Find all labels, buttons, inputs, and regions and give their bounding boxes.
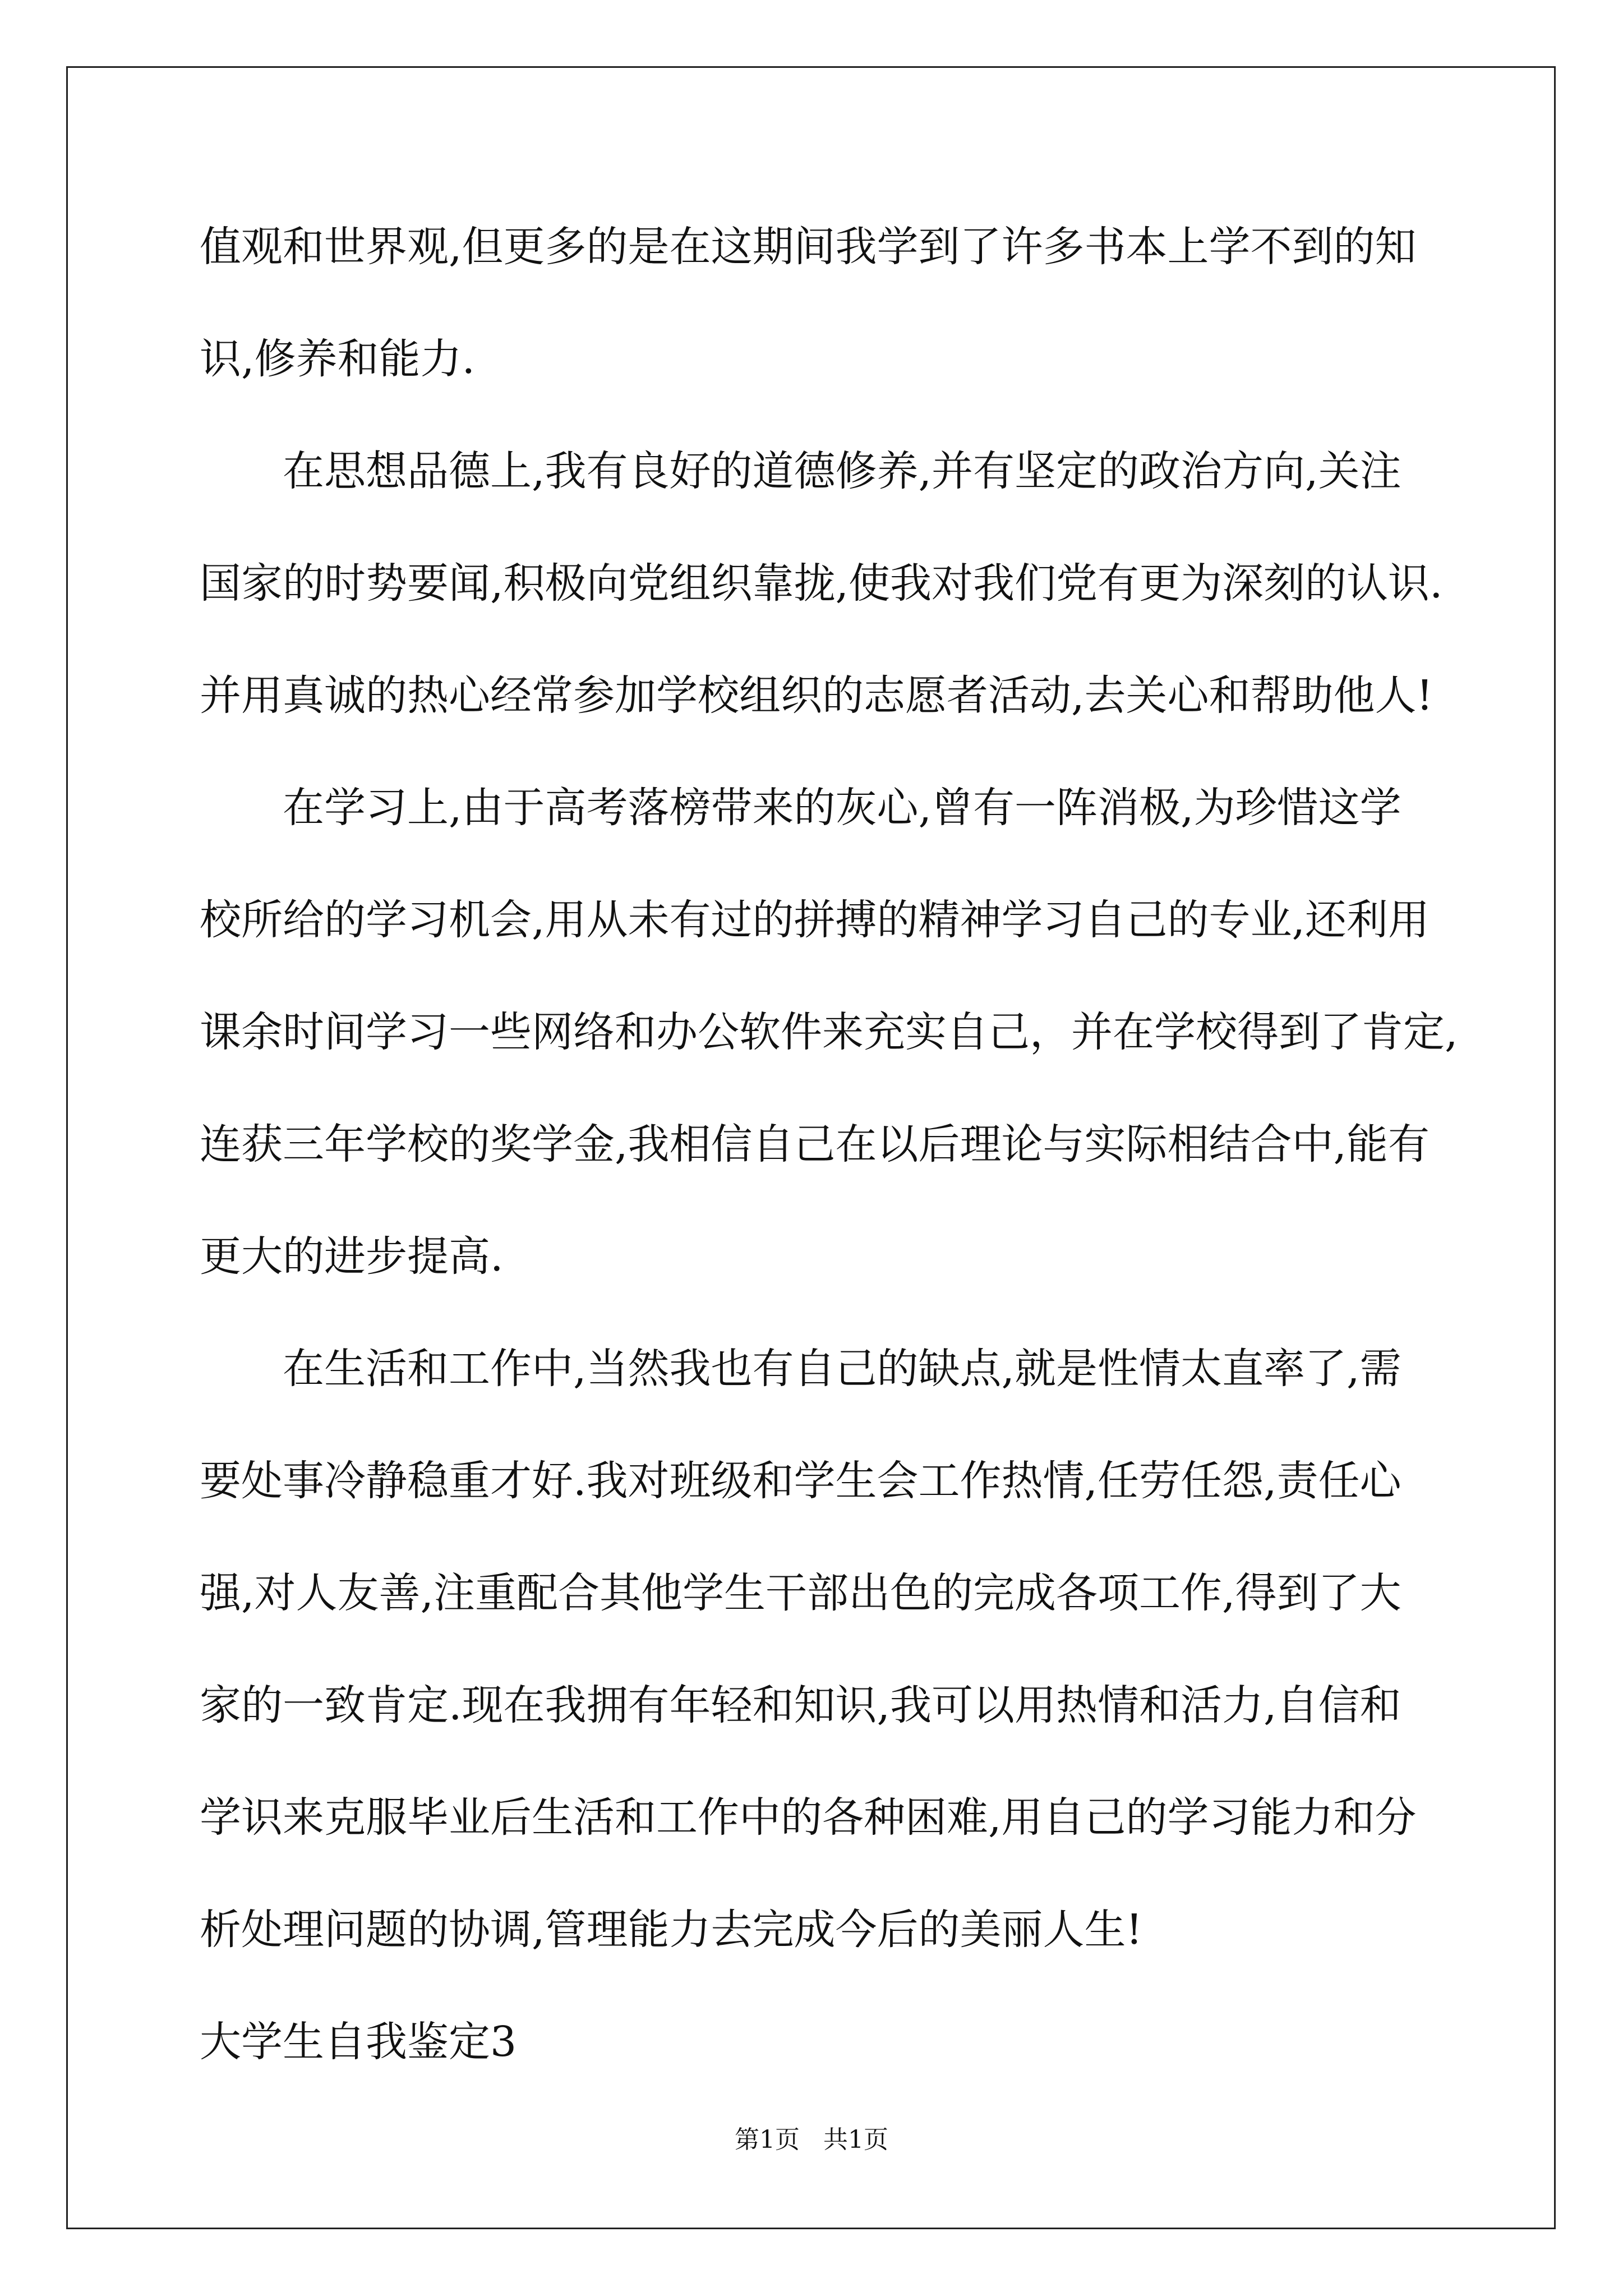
section-heading: 大学生自我鉴定3 (200, 2018, 517, 2066)
text-line: 国家的时势要闻,积极向党组织靠拢,使我对我们党有更为深刻的认识. (200, 559, 1443, 608)
text-line: 连获三年学校的奖学金,我相信自己在以后理论与实际相结合中,能有 (200, 1120, 1430, 1168)
text-line: 更大的进步提高. (200, 1232, 504, 1281)
text-line: 在生活和工作中,当然我也有自己的缺点,就是性情太直率了,需 (283, 1345, 1401, 1393)
text-line: 课余时间学习一些网络和办公软件来充实自己，并在学校得到了肯定, (200, 1008, 1458, 1056)
text-line: 在思想品德上,我有良好的道德修养,并有坚定的政治方向,关注 (283, 447, 1401, 495)
text-line: 学识来克服毕业后生活和工作中的各种困难,用自己的学习能力和分 (200, 1793, 1417, 1842)
page-footer: 第1页 共1页 (735, 2125, 888, 2154)
text-line: 值观和世界观,但更多的是在这期间我学到了许多书本上学不到的知 (200, 223, 1417, 271)
text-line: 识,修养和能力. (200, 335, 476, 383)
text-line: 强,对人友善,注重配合其他学生干部出色的完成各项工作,得到了大 (200, 1569, 1401, 1617)
text-line: 在学习上,由于高考落榜带来的灰心,曾有一阵消极,为珍惜这学 (283, 784, 1401, 832)
text-line: 要处事冷静稳重才好.我对班级和学生会工作热情,任劳任怨,责任心 (200, 1457, 1401, 1505)
text-line: 并用真诚的热心经常参加学校组织的志愿者活动,去关心和帮助他人! (200, 671, 1433, 720)
text-line: 析处理问题的协调,管理能力去完成今后的美丽人生! (200, 1906, 1143, 1954)
text-line: 校所给的学习机会,用从未有过的拼搏的精神学习自己的专业,还利用 (200, 896, 1430, 944)
text-line: 家的一致肯定.现在我拥有年轻和知识,我可以用热情和活力,自信和 (200, 1681, 1401, 1729)
